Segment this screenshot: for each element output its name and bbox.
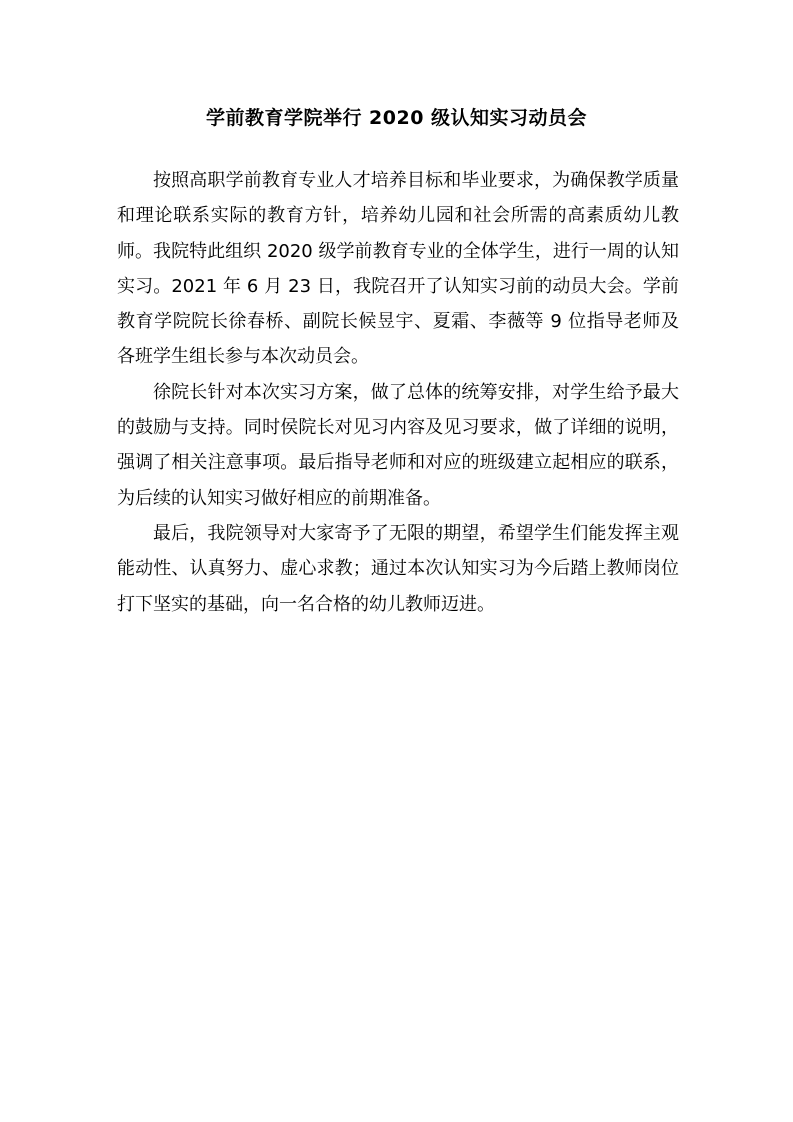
paragraph-3: 最后，我院领导对大家寄予了无限的期望，希望学生们能发挥主观能动性、认真努力、虚心求教；通过本次认知实习为今后踏上教师岗位打下坚实的基础，向一名合格的幼儿教师迈进。	[117, 522, 679, 615]
document-title: 学前教育学院举行 2020 级认知实习动员会	[205, 107, 588, 129]
document-body	[117, 163, 679, 622]
paragraph-2: 徐院长针对本次实习方案，做了总体的统筹安排，对学生给予最大的鼓励与支持。同时侯院长对见习内容及见习要求，做了详细的说明，强调了相关注意事项。最后指导老师和对应的班级建立起相应的联系，为后续的认知实习做好相应的前期准备。	[117, 381, 679, 509]
paragraph-1: 按照高职学前教育专业人才培养目标和毕业要求，为确保教学质量和理论联系实际的教育方针，培养幼儿园和社会所需的高素质幼儿教师。我院特此组织 2020 级学前教育专业的全体学生，进行一周的认知实习。2021 年 6 月 23 日，我院召开了认知实习前的动员大会。学前教育学院院长徐春桥、副院长候昱宇、夏霜、李薇等 9 位指导老师及各班学生组长参与本次动员会。	[117, 170, 679, 368]
